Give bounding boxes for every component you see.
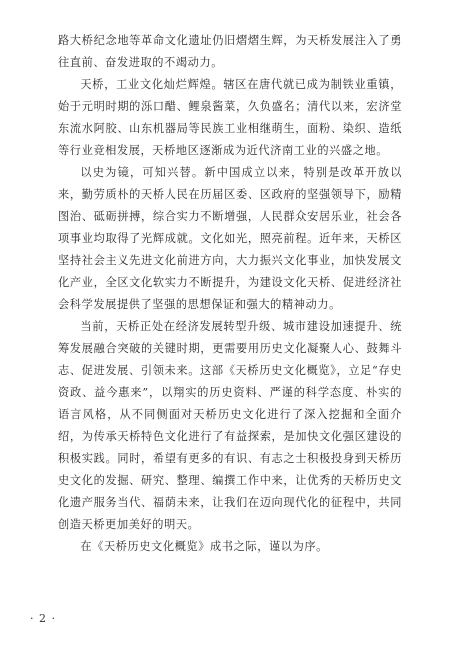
page-number: · 2 · [30, 612, 56, 625]
paragraph-industrial-culture: 天桥，工业文化灿烂辉煌。辖区在唐代就已成为制铁业重镇，始于元明时期的泺口醋、鲤泉酱菜，久负盛名；清代以来，宏济堂东流水阿胶、山东机器局等民族工业相继萌生，面粉、染织、造纸等行业竞相发展，天桥地区逐渐成为近代济南工业的兴盛之地。 [58, 78, 402, 157]
paragraph-closing: 在《天桥历史文化概览》成书之际，谨以为序。 [80, 540, 328, 553]
paragraph-current-period: 当前，天桥正处在经济发展转型升级、城市建设加速提升、统筹发展融合突破的关键时期，更需要用历史文化凝聚人心、鼓舞斗志、促进发展、引领未来。这部《天桥历史文化概览》，立足“存史资政、益今惠来”，以翔实的历史资料、严谨的科学态度、朴实的语言风格，从不同侧面对天桥历史文化进行了深入挖掘和全面介绍，为传承天桥特色文化进行了有益探索，是加快文化强区建设的积极实践。同时，希望有更多的有识、有志之士积极投身到天桥历史文化的发掘、研究、整理、编撰工作中来，让优秀的天桥历史文化遗产服务当代、福荫未来，让我们在迈向现代化的征程中，共同创造天桥更加美好的明天。 [58, 320, 402, 531]
paragraph-history-mirror: 以史为镜，可知兴替。新中国成立以来，特别是改革开放以来，勤劳质朴的天桥人民在历届区委、区政府的坚强领导下，励精图治、砥砺拼搏，综合实力不断增强，人民群众安居乐业，社会各项事业均取得了光辉成就。文化如光，照亮前程。近年来，天桥区坚持社会主义先进文化前进方向，大力振兴文化事业，加快发展文化产业，全区文化软实力不断提升，为建设文化天桥、促进经济社会科学发展提供了坚强的思想保证和强大的精神动力。 [58, 166, 402, 311]
paragraph-continuation: 路大桥纪念地等革命文化遗址仍旧熠熠生辉，为天桥发展注入了勇往直前、奋发进取的不竭动力。 [58, 34, 402, 69]
body-text [58, 30, 402, 558]
